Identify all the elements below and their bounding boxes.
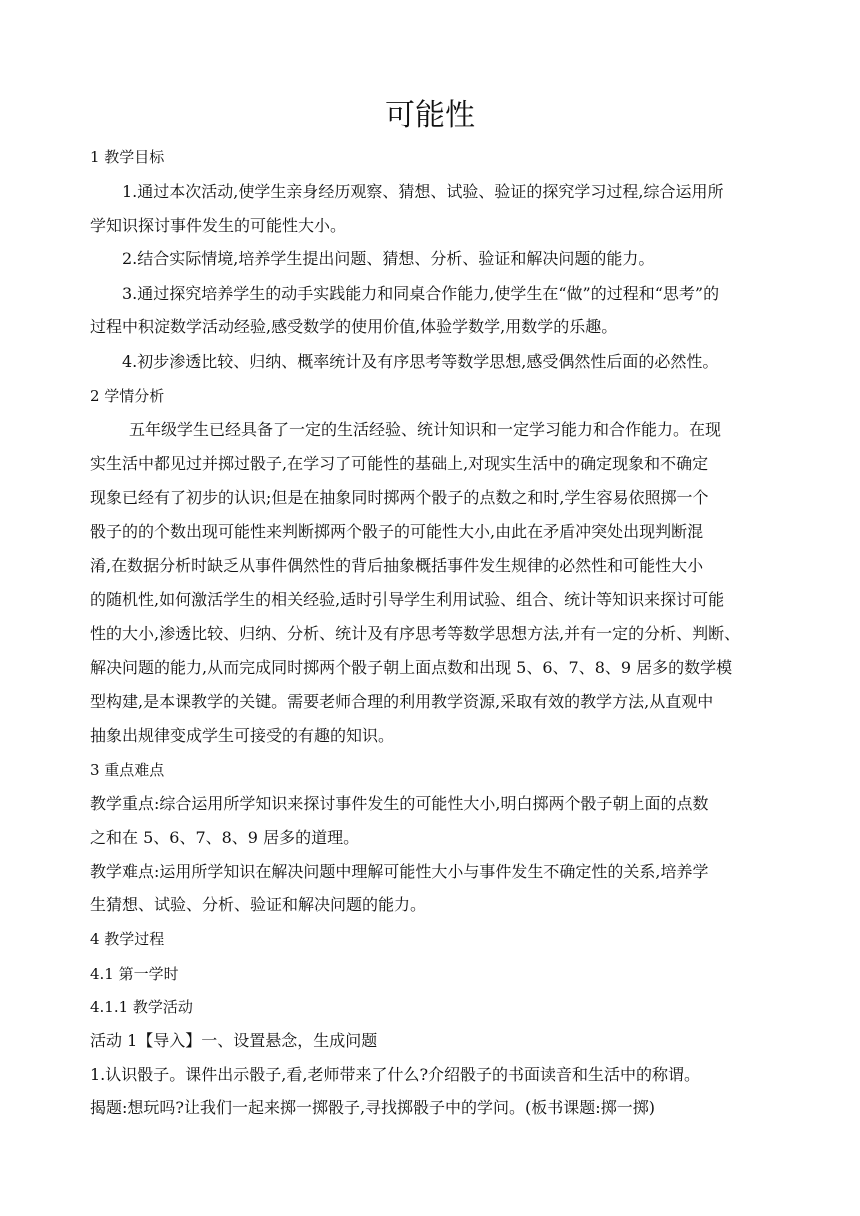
- section-heading-analysis: 2 学情分析: [90, 387, 165, 405]
- paragraph-line: 五年级学生已经具备了一定的生活经验、统计知识和一定学习能力和合作能力。在现: [129, 420, 722, 439]
- paragraph-line: 教学难点:运用所学知识在解决问题中理解可能性大小与事件发生不确定性的关系,培养学: [90, 862, 709, 881]
- paragraph-line: 2.结合实际情境,培养学生提出问题、猜想、分析、验证和解决问题的能力。: [122, 249, 655, 268]
- document-title: 可能性: [385, 98, 475, 133]
- section-heading-process: 4 教学过程: [90, 930, 165, 948]
- paragraph-line: 型构建,是本课教学的关键。需要老师合理的利用教学资源,采取有效的教学方法,从直观中: [90, 692, 714, 711]
- paragraph-line: 过程中积淀数学活动经验,感受数学的使用价值,体验学数学,用数学的乐趣。: [90, 317, 618, 336]
- section-heading-key-points: 3 重点难点: [90, 761, 165, 779]
- paragraph-line: 生猜想、试验、分析、验证和解决问题的能力。: [90, 895, 427, 914]
- section-heading-objectives: 1 教学目标: [90, 148, 165, 166]
- paragraph-line: 学知识探讨事件发生的可能性大小。: [90, 216, 347, 235]
- paragraph-line: 1.通过本次活动,使学生亲身经历观察、猜想、试验、验证的探究学习过程,综合运用所: [122, 182, 724, 201]
- paragraph-line: 骰子的的个数出现可能性来判断掷两个骰子的可能性大小,由此在矛盾冲突处出现判断混: [90, 522, 704, 541]
- subsection-heading: 4.1.1 教学活动: [90, 998, 193, 1016]
- paragraph-line: 淆,在数据分析时缺乏从事件偶然性的背后抽象概括事件发生规律的必然性和可能性大小: [90, 556, 704, 575]
- paragraph-line: 的随机性,如何激活学生的相关经验,适时引导学生利用试验、组合、统计等知识来探讨可能: [90, 590, 725, 609]
- paragraph-line: 现象已经有了初步的认识;但是在抽象同时掷两个骰子的点数之和时,学生容易依照掷一个: [90, 488, 709, 507]
- paragraph-line: 性的大小,渗透比较、归纳、分析、统计及有序思考等数学思想方法,并有一定的分析、判断、: [90, 624, 741, 643]
- paragraph-line: 3.通过探究培养学生的动手实践能力和同桌合作能力,使学生在“做”的过程和“思考”的: [122, 284, 720, 303]
- paragraph-line: 1.认识骰子。课件出示骰子,看,老师带来了什么?介绍骰子的书面读音和生活中的称谓。: [90, 1065, 701, 1084]
- paragraph-line: 之和在 5、6、7、8、9 居多的道理。: [90, 828, 360, 847]
- paragraph-line: 实生活中都见过并掷过骰子,在学习了可能性的基础上,对现实生活中的确定现象和不确定: [90, 454, 709, 473]
- activity-heading: 活动 1【导入】一、设置悬念，生成问题: [90, 1031, 378, 1050]
- paragraph-line: 解决问题的能力,从而完成同时掷两个骰子朝上面点数和出现 5、6、7、8、9 居多的数学模: [90, 658, 733, 677]
- paragraph-line: 教学重点:综合运用所学知识来探讨事件发生的可能性大小,明白掷两个骰子朝上面的点数: [90, 794, 709, 813]
- paragraph-line: 抽象出规律变成学生可接受的有趣的知识。: [90, 726, 395, 745]
- subsection-heading: 4.1 第一学时: [90, 965, 179, 983]
- paragraph-line: 揭题:想玩吗?让我们一起来掷一掷骰子,寻找掷骰子中的学问。(板书课题:掷一掷): [90, 1098, 655, 1117]
- paragraph-line: 4.初步渗透比较、归纳、概率统计及有序思考等数学思想,感受偶然性后面的必然性。: [122, 352, 719, 371]
